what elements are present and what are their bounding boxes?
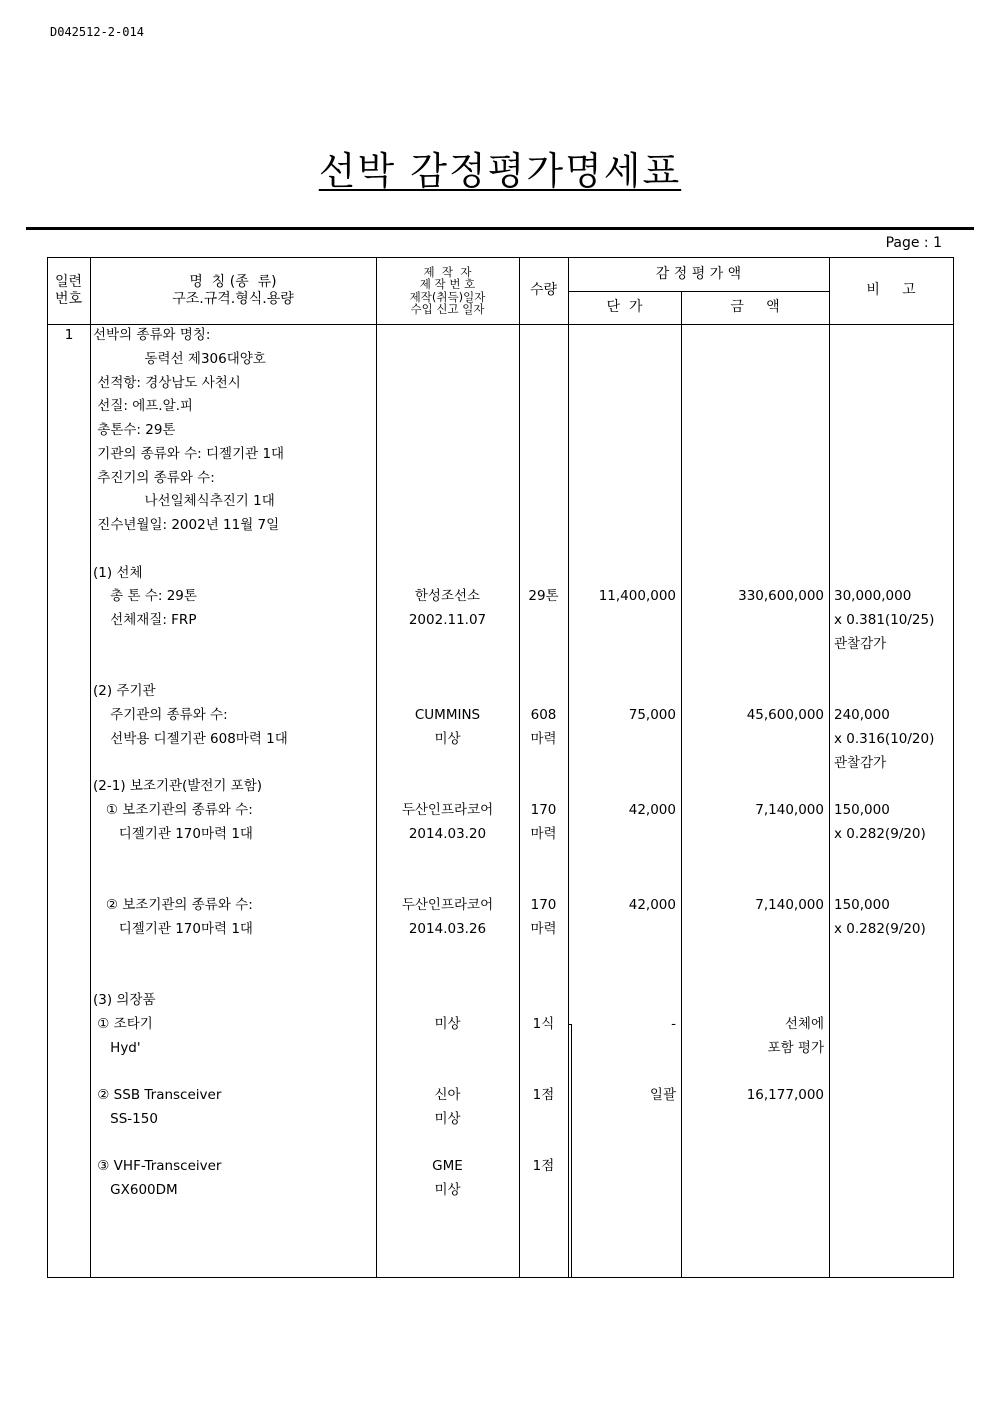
- cell-qty: 29톤: [528, 588, 559, 605]
- col-line-amount: [829, 257, 830, 1278]
- cell-remarks: 관찰감가: [834, 635, 887, 652]
- cell-name: ② 보조기관의 종류와 수:: [93, 897, 253, 913]
- col-line-maker: [519, 257, 520, 1278]
- cell-name: 디젤기관 170마력 1대: [93, 920, 253, 937]
- cell-maker: 미상: [434, 1110, 461, 1127]
- cell-maker: 2014.03.26: [408, 920, 487, 937]
- cell-name: 나선일체식추진기 1대: [93, 493, 275, 510]
- cell-qty: 170: [530, 897, 557, 913]
- header-serial-no-line2: 번호: [54, 290, 83, 307]
- cell-amount: 16,177,000: [746, 1087, 824, 1103]
- col-line-qty-double: [571, 1024, 572, 1278]
- cell-remarks: 관찰감가: [834, 754, 887, 771]
- cell-name: 선박의 종류와 명칭:: [93, 327, 211, 343]
- cell-amount: 포함 평가: [767, 1039, 824, 1056]
- cell-name: Hyd': [93, 1039, 141, 1056]
- header-remarks-label: 비 고: [866, 282, 916, 298]
- cell-qty: 170: [530, 802, 557, 818]
- cell-name: ① 조타기: [93, 1015, 153, 1032]
- cell-maker: GME: [432, 1158, 463, 1175]
- cell-qty: 마력: [530, 730, 557, 747]
- table-bottom-border: [47, 1277, 954, 1278]
- cell-qty: 608: [530, 707, 557, 723]
- cell-maker: CUMMINS: [414, 707, 481, 723]
- cell-unit: 11,400,000: [598, 588, 676, 605]
- cell-remarks: x 0.282(9/20): [834, 825, 926, 842]
- cell-maker: 두산인프라코어: [401, 802, 494, 818]
- header-maker-line2: 제 작 번 호: [419, 277, 476, 291]
- cell-unit: 일괄: [649, 1087, 676, 1103]
- header-quantity-label: 수량: [529, 282, 558, 298]
- header-remarks: [829, 257, 953, 324]
- cell-name: SS-150: [93, 1110, 158, 1127]
- cell-amount: 45,600,000: [746, 707, 824, 723]
- cell-qty: 1점: [532, 1087, 555, 1103]
- col-line-qty: [568, 257, 569, 1278]
- cell-remarks: 240,000: [834, 707, 890, 723]
- cell-amount: 선체에: [784, 1015, 824, 1032]
- header-appraisal: [568, 257, 829, 291]
- cell-qty: 1식: [532, 1015, 555, 1032]
- header-amount-label: 금 액: [730, 299, 780, 315]
- cell-qty: 마력: [530, 920, 557, 937]
- cell-name: GX600DM: [93, 1182, 178, 1198]
- cell-amount: 7,140,000: [755, 897, 824, 913]
- cell-name: 동력선 제306대양호: [93, 350, 266, 367]
- header-quantity: [519, 257, 568, 324]
- cell-name: 진수년월일: 2002년 11월 7일: [93, 517, 280, 533]
- cell-name: ② SSB Transceiver: [93, 1087, 222, 1103]
- cell-name: 추진기의 종류와 수:: [93, 469, 215, 486]
- cell-maker: 두산인프라코어: [401, 897, 494, 913]
- cell-name: 선체재질: FRP: [93, 612, 197, 628]
- col-line-no: [90, 257, 91, 1278]
- cell-name: (2-1) 보조기관(발전기 포함): [93, 778, 263, 795]
- page-title-text: 선박 감정평가명세표: [318, 149, 682, 193]
- cell-name: 주기관의 종류와 수:: [93, 707, 228, 723]
- cell-remarks: x 0.282(9/20): [834, 920, 926, 937]
- cell-unit: 42,000: [628, 897, 676, 913]
- cell-remarks: x 0.316(10/20): [834, 730, 935, 747]
- cell-no: 1: [64, 327, 74, 343]
- col-line-right: [953, 257, 954, 1278]
- cell-qty: 1점: [532, 1158, 555, 1175]
- cell-name: 총 톤 수: 29톤: [93, 588, 197, 605]
- header-maker-line1: 제 작 자: [423, 264, 472, 279]
- cell-maker: 미상: [434, 1015, 461, 1032]
- cell-name: 기관의 종류와 수: 디젤기관 1대: [93, 445, 285, 462]
- col-line-unit: [681, 291, 682, 1278]
- cell-maker: 신아: [434, 1087, 461, 1103]
- cell-amount: 7,140,000: [755, 802, 824, 818]
- cell-unit: 42,000: [628, 802, 676, 818]
- cell-remarks: 150,000: [834, 802, 890, 818]
- cell-name: 디젤기관 170마력 1대: [93, 825, 253, 842]
- cell-name: ① 보조기관의 종류와 수:: [93, 802, 253, 818]
- header-maker: [376, 257, 519, 324]
- cell-remarks: x 0.381(10/25): [834, 612, 935, 628]
- cell-maker: 2014.03.20: [408, 825, 487, 842]
- cell-name: 선질: 에프.알.피: [93, 398, 193, 415]
- cell-unit: -: [671, 1015, 676, 1032]
- header-serial-no-line1: 일련: [54, 273, 83, 290]
- cell-name: (2) 주기관: [93, 683, 156, 700]
- cell-unit: 75,000: [628, 707, 676, 723]
- cell-remarks: 150,000: [834, 897, 890, 913]
- header-maker-line3: 제작(취득)일자: [409, 289, 486, 304]
- header-name-line2: 구조.규격.형식.용량: [172, 290, 294, 307]
- cell-name: 총톤수: 29톤: [93, 422, 176, 438]
- header-appraisal-label: 감 정 평 가 액: [655, 265, 742, 282]
- header-unit-price-label: 단 가: [606, 299, 643, 315]
- header-amount: [681, 291, 829, 324]
- cell-maker: 미상: [434, 730, 461, 747]
- cell-maker: 한성조선소: [414, 588, 481, 605]
- header-unit-price: [568, 291, 681, 324]
- cell-remarks: 30,000,000: [834, 588, 912, 605]
- cell-name: (1) 선체: [93, 564, 143, 581]
- col-line-left: [47, 257, 48, 1278]
- cell-name: 선박용 디젤기관 608마력 1대: [93, 730, 288, 747]
- cell-qty: 마력: [530, 825, 557, 842]
- cell-amount: 330,600,000: [738, 588, 824, 605]
- header-maker-line4: 수입 신고 일자: [410, 302, 485, 316]
- page-number: Page : 1: [885, 235, 942, 251]
- cell-name: (3) 의장품: [93, 992, 156, 1008]
- header-name-line1: 명 칭 (종 류): [189, 273, 277, 290]
- cell-maker: 2002.11.07: [408, 612, 487, 628]
- header-name: [90, 257, 376, 324]
- header-serial-no: [47, 257, 90, 324]
- document-id: D042512-2-014: [50, 25, 144, 39]
- cell-name: 선적항: 경상남도 사천시: [93, 374, 241, 391]
- cell-maker: 미상: [434, 1182, 461, 1198]
- cell-name: ③ VHF-Transceiver: [93, 1158, 222, 1175]
